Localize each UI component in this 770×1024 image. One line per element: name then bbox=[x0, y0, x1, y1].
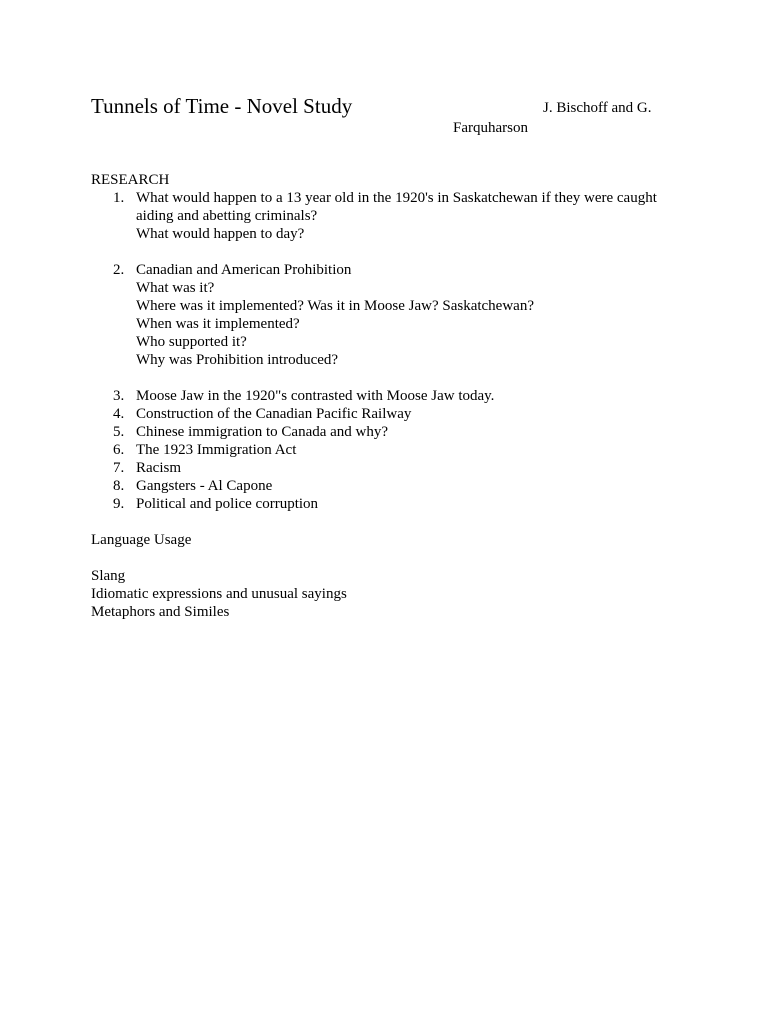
list-item-text: aiding and abetting criminals? bbox=[136, 208, 318, 224]
list-item-text: What would happen to a 13 year old in the 1920's in Saskatchewan if they were caught bbox=[136, 190, 657, 206]
list-item bbox=[91, 189, 691, 243]
list-item bbox=[91, 261, 691, 369]
spacer bbox=[91, 243, 691, 261]
spacer bbox=[91, 369, 691, 387]
research-heading: RESEARCH bbox=[91, 172, 170, 188]
list-item-number: 9. bbox=[113, 496, 125, 512]
list-item-number: 8. bbox=[113, 478, 125, 494]
language-heading: Language Usage bbox=[91, 532, 192, 548]
research-list bbox=[91, 189, 691, 513]
list-item-number: 5. bbox=[113, 424, 125, 440]
list-item-text: Why was Prohibition introduced? bbox=[136, 352, 339, 368]
list-item bbox=[91, 441, 691, 459]
list-item-text: The 1923 Immigration Act bbox=[136, 442, 297, 458]
list-item-text: Construction of the Canadian Pacific Railway bbox=[136, 406, 412, 422]
list-item-number: 4. bbox=[113, 406, 125, 422]
list-item-text: Gangsters - Al Capone bbox=[136, 478, 273, 494]
list-item bbox=[91, 405, 691, 423]
spacer bbox=[91, 549, 691, 567]
list-item-text: Racism bbox=[136, 460, 181, 476]
list-item-number: 2. bbox=[113, 262, 125, 278]
language-item: Slang bbox=[91, 568, 126, 584]
document-title: Tunnels of Time - Novel Study bbox=[91, 94, 353, 118]
list-item-text: What was it? bbox=[136, 280, 215, 296]
list-item-text: Political and police corruption bbox=[136, 496, 319, 512]
list-item-number: 1. bbox=[113, 190, 125, 206]
list-item-text: Chinese immigration to Canada and why? bbox=[136, 424, 389, 440]
list-item-text: Who supported it? bbox=[136, 334, 247, 350]
authors-line-1: J. Bischoff and G. bbox=[543, 100, 652, 116]
language-item: Idiomatic expressions and unusual sayings bbox=[91, 586, 347, 602]
authors-line-2: Farquharson bbox=[453, 120, 528, 136]
list-item bbox=[91, 387, 691, 405]
list-item-number: 3. bbox=[113, 388, 125, 404]
list-item bbox=[91, 477, 691, 495]
document-body bbox=[91, 171, 691, 621]
list-item-text: What would happen to day? bbox=[136, 226, 305, 242]
spacer bbox=[91, 513, 691, 531]
list-item-text: When was it implemented? bbox=[136, 316, 300, 332]
list-item bbox=[91, 495, 691, 513]
list-item-number: 6. bbox=[113, 442, 125, 458]
list-item-number: 7. bbox=[113, 460, 125, 476]
list-item-text: Canadian and American Prohibition bbox=[136, 262, 352, 278]
list-item-text: Where was it implemented? Was it in Moose Jaw? Saskatchewan? bbox=[136, 298, 534, 314]
list-item bbox=[91, 423, 691, 441]
list-item-text: Moose Jaw in the 1920"s contrasted with Moose Jaw today. bbox=[136, 388, 495, 404]
language-item: Metaphors and Similes bbox=[91, 604, 230, 620]
list-item bbox=[91, 459, 691, 477]
